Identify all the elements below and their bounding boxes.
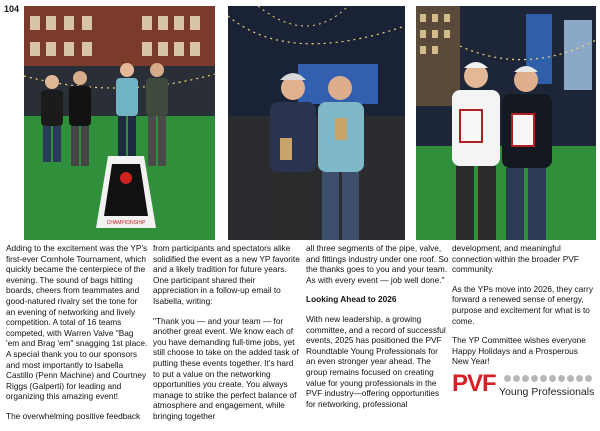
photo-award-duo-scene bbox=[228, 6, 405, 240]
logo-dots bbox=[504, 375, 592, 382]
logo-tagline: Young Professionals bbox=[499, 386, 595, 398]
paragraph-holidays: The YP Committee wishes everyone Happy Holidays and a Prosperous New Year! bbox=[452, 335, 586, 367]
cornhole-banner: CHAMPIONSHIP bbox=[106, 220, 146, 226]
photo-plaque-pair-scene bbox=[416, 6, 596, 240]
paragraph-2026: As the YPs move into 2026, they carry forward a renewed sense of energy, purpose and excitement for what is to come. bbox=[452, 283, 593, 326]
photo-cornhole-winners bbox=[24, 6, 215, 240]
paragraph-quote-end: all three segments of the pipe, valve, and fittings industry under one roof. So the thanks goes to you and your team. As with every event — job well done." bbox=[306, 243, 449, 285]
article-column-3 bbox=[306, 243, 449, 418]
article-column-4 bbox=[452, 243, 594, 376]
paragraph-feedback-cont: from participants and spectators alike solidified the event as a new YP favorite and a likely tradition for future years. One participant shared their appreciation in a follow-up email to Isabella, writing: bbox=[153, 243, 300, 306]
paragraph-development: development, and meaningful connection within the broader PVF community. bbox=[452, 243, 579, 275]
section-heading-2026: Looking Ahead to 2026 bbox=[306, 294, 397, 305]
photo-cornhole-scene bbox=[24, 6, 215, 240]
article-column-1 bbox=[6, 243, 148, 431]
article-column-2 bbox=[153, 243, 300, 431]
paragraph-feedback-start: The overwhelming positive feedback bbox=[6, 410, 141, 421]
paragraph-cornhole: Adding to the excitement was the YP's first-ever Cornhole Tournament, which quickly became the centerpiece of the evening. The sound of bags hitting boards, cheers from teammates and good-natured rivalry set the tone for an evening of networking and lively competition. A total of 16 teams competed, with Warren Valve "Bag 'em and Brag 'em" snagging 1st place. A special thank you to our sponsors and most importantly to Isabella Castillo (Penn Machine) and Courtney Riggs (Galperti) for leading and organizing this amazing event! bbox=[6, 243, 148, 402]
logo-mark: PVF bbox=[452, 370, 496, 397]
page-number: 104 bbox=[4, 4, 20, 14]
photo-award-duo bbox=[228, 6, 405, 240]
pvf-yp-logo bbox=[452, 370, 594, 400]
photo-plaque-pair bbox=[416, 6, 596, 240]
paragraph-quote: "Thank you — and your team — for another great event. We know each of you have demanding full-time jobs, yet still choose to take on the added task of putting these events together. It's hard to put a value on the networking opportunities you create. You always manage to strike the perfect balance of atmosphere and engagement, while bringing together bbox=[153, 315, 299, 421]
paragraph-looking-ahead: With new leadership, a growing committee, and a record of successful events, 2025 has positioned the PVF Roundtable Young Professionals for an even stronger year ahead. The group remains focused on creating value for young professionals in the PVF industry—offering opportunities for networking, professional bbox=[306, 313, 446, 409]
